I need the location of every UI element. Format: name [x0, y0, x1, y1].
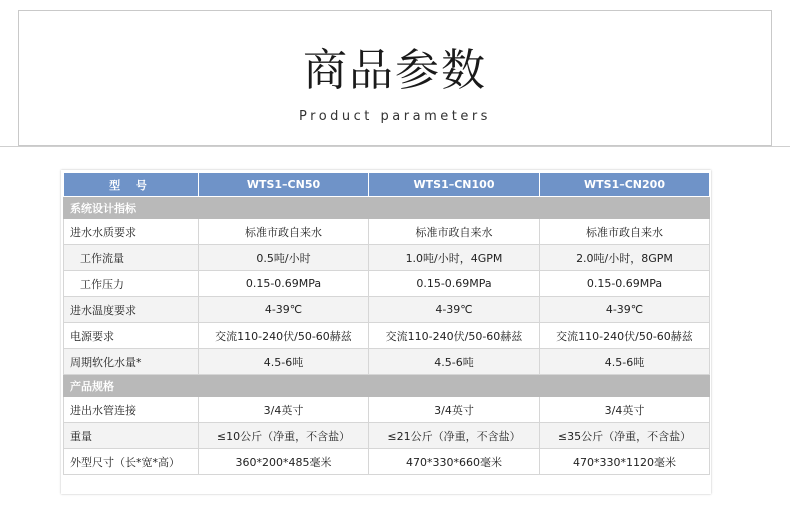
table-cell: 4.5-6吨: [369, 349, 540, 375]
table-cell: 3/4英寸: [199, 397, 369, 423]
table-row: [64, 245, 710, 271]
row-label: 进水温度要求: [64, 297, 199, 323]
header-panel: [18, 10, 772, 146]
spec-table-container: [63, 172, 709, 475]
table-row: [64, 349, 710, 375]
row-label: 工作流量: [64, 245, 199, 271]
section-title: 产品规格: [64, 375, 710, 397]
table-cell: 4-39℃: [369, 297, 540, 323]
page-subtitle: Product parameters: [299, 109, 491, 124]
table-row: [64, 397, 710, 423]
divider: [0, 146, 790, 147]
table-cell: 交流110-240伏/50-60赫兹: [540, 323, 710, 349]
table-cell: ≤35公斤（净重，不含盐）: [540, 423, 710, 449]
table-cell: 0.15-0.69MPa: [199, 271, 369, 297]
table-row: [64, 423, 710, 449]
table-cell: 470*330*660毫米: [369, 449, 540, 475]
row-label: 进水水质要求: [64, 219, 199, 245]
table-cell: 4.5-6吨: [199, 349, 369, 375]
table-cell: 360*200*485毫米: [199, 449, 369, 475]
section-row-spec: [64, 375, 710, 397]
table-row: [64, 449, 710, 475]
table-cell: 470*330*1120毫米: [540, 449, 710, 475]
table-cell: 1.0吨/小时，4GPM: [369, 245, 540, 271]
page-title: 商品参数: [303, 45, 487, 96]
table-header-row: [64, 173, 710, 197]
table-cell: 4-39℃: [540, 297, 710, 323]
table-row: [64, 219, 710, 245]
row-label: 重量: [64, 423, 199, 449]
table-cell: 0.15-0.69MPa: [369, 271, 540, 297]
table-cell: 3/4英寸: [540, 397, 710, 423]
column-header-model: 型 号: [64, 173, 199, 197]
row-label: 周期软化水量*: [64, 349, 199, 375]
row-label: 工作压力: [64, 271, 199, 297]
table-cell: ≤10公斤（净重，不含盐）: [199, 423, 369, 449]
column-header-cn100: WTS1–CN100: [369, 173, 540, 197]
table-row: [64, 297, 710, 323]
section-row-system: [64, 197, 710, 219]
table-cell: 0.5吨/小时: [199, 245, 369, 271]
table-cell: 标准市政自来水: [369, 219, 540, 245]
table-cell: 3/4英寸: [369, 397, 540, 423]
table-cell: 标准市政自来水: [199, 219, 369, 245]
table-row: [64, 323, 710, 349]
column-header-cn50: WTS1–CN50: [199, 173, 369, 197]
table-cell: 交流110-240伏/50-60赫兹: [199, 323, 369, 349]
table-cell: 0.15-0.69MPa: [540, 271, 710, 297]
column-header-cn200: WTS1–CN200: [540, 173, 710, 197]
table-cell: 标准市政自来水: [540, 219, 710, 245]
row-label: 外型尺寸（长*宽*高）: [64, 449, 199, 475]
table-row: [64, 271, 710, 297]
spec-table: [63, 172, 710, 475]
row-label: 进出水管连接: [64, 397, 199, 423]
row-label: 电源要求: [64, 323, 199, 349]
table-cell: 交流110-240伏/50-60赫兹: [369, 323, 540, 349]
table-cell: ≤21公斤（净重，不含盐）: [369, 423, 540, 449]
table-cell: 4.5-6吨: [540, 349, 710, 375]
table-cell: 2.0吨/小时，8GPM: [540, 245, 710, 271]
table-cell: 4-39℃: [199, 297, 369, 323]
section-title: 系统设计指标: [64, 197, 710, 219]
